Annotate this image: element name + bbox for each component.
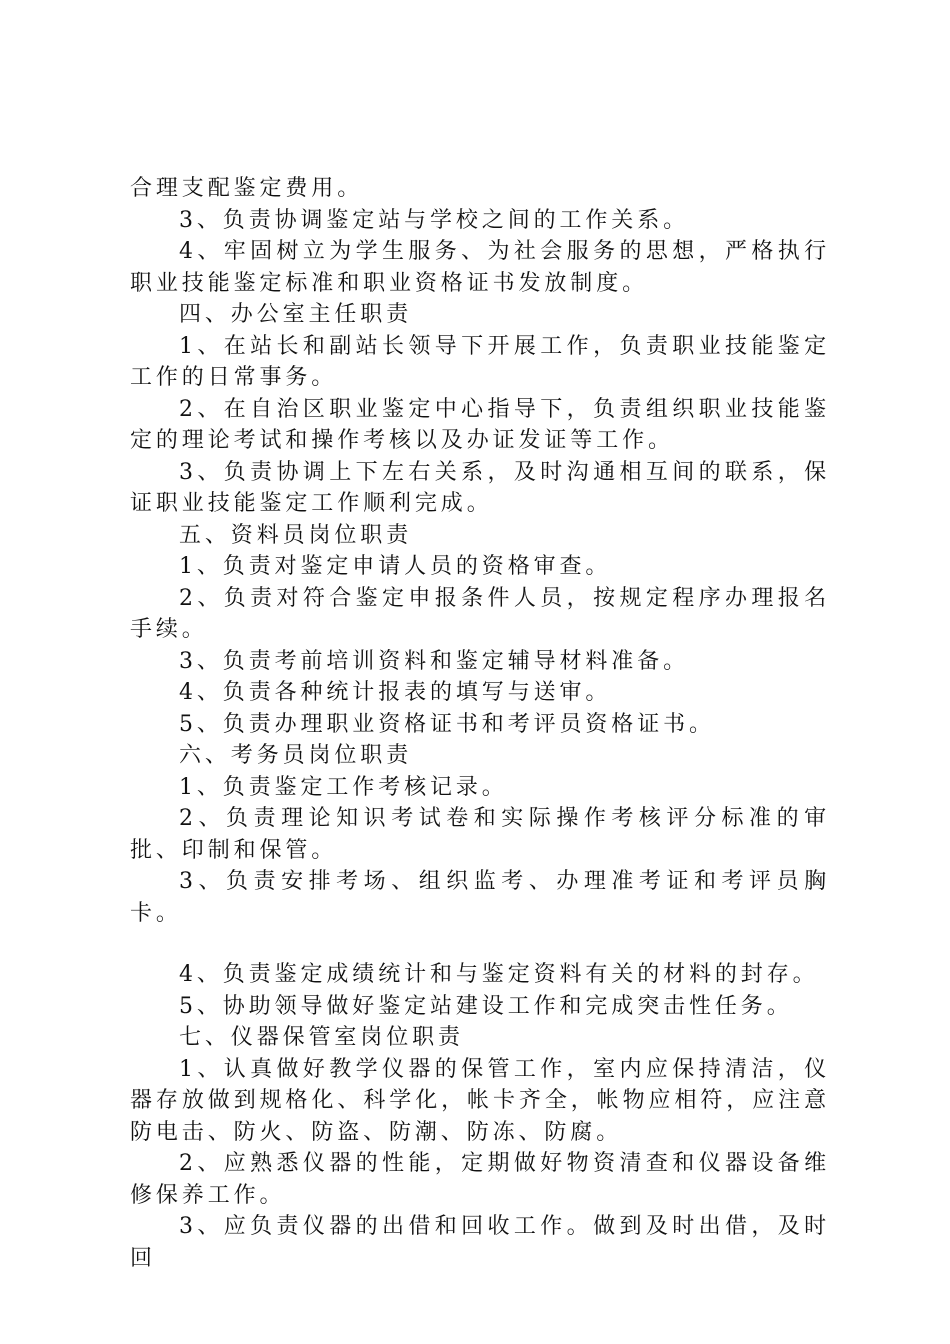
paragraph-item: 3、负责安排考场、组织监考、办理准考证和考评员胸卡。: [130, 869, 830, 926]
paragraph-item: 1、在站长和副站长领导下开展工作，负责职业技能鉴定工作的日常事务。: [130, 333, 830, 390]
paragraph-item: 1、认真做好教学仪器的保管工作，室内应保持清洁，仪器存放做到规格化、科学化，帐卡齐全，帐物应相符，应注意防电击、防火、防盗、防潮、防冻、防腐。: [130, 1056, 830, 1145]
paragraph-continuation: 合理支配鉴定费用。: [130, 176, 364, 201]
paragraph-item: 2、负责对符合鉴定申报条件人员，按规定程序办理报名手续。: [130, 585, 830, 642]
paragraph-item: 2、负责理论知识考试卷和实际操作考核评分标准的审批、印制和保管。: [130, 806, 830, 863]
paragraph-item: 3、负责考前培训资料和鉴定辅导材料准备。: [179, 648, 689, 674]
paragraph-item: 3、应负责仪器的出借和回收工作。做到及时出借，及时回: [130, 1214, 830, 1271]
paragraph-item: 4、负责鉴定成绩统计和与鉴定资料有关的材料的封存。: [179, 962, 819, 987]
paragraph-item: 2、在自治区职业鉴定中心指导下，负责组织职业技能鉴定的理论考试和操作考核以及办证发证等工作。: [130, 396, 830, 453]
paragraph-item: 5、负责办理职业资格证书和考评员资格证书。: [179, 711, 715, 737]
paragraph-item: 1、负责鉴定工作考核记录。: [179, 774, 508, 800]
paragraph-item: 2、应熟悉仪器的性能，定期做好物资清查和仪器设备维修保养工作。: [130, 1151, 830, 1208]
paragraph-item: 3、负责协调上下左右关系，及时沟通相互间的联系，保证职业技能鉴定工作顺利完成。: [130, 459, 830, 516]
section-heading: 六、考务员岗位职责: [179, 743, 413, 768]
section-heading: 五、资料员岗位职责: [179, 522, 413, 548]
paragraph-item: 5、协助领导做好鉴定站建设工作和完成突击性任务。: [179, 993, 793, 1019]
paragraph-item: 4、牢固树立为学生服务、为社会服务的思想，严格执行职业技能鉴定标准和职业资格证书发放制度。: [130, 239, 830, 296]
section-heading: 四、办公室主任职责: [179, 302, 413, 327]
section-heading: 七、仪器保管室岗位职责: [179, 1025, 464, 1050]
paragraph-item: 1、负责对鉴定申请人员的资格审查。: [179, 554, 612, 579]
document-body: [130, 173, 830, 1274]
paragraph-item: 4、负责各种统计报表的填写与送审。: [179, 680, 612, 705]
paragraph-item: 3、负责协调鉴定站与学校之间的工作关系。: [179, 207, 689, 233]
